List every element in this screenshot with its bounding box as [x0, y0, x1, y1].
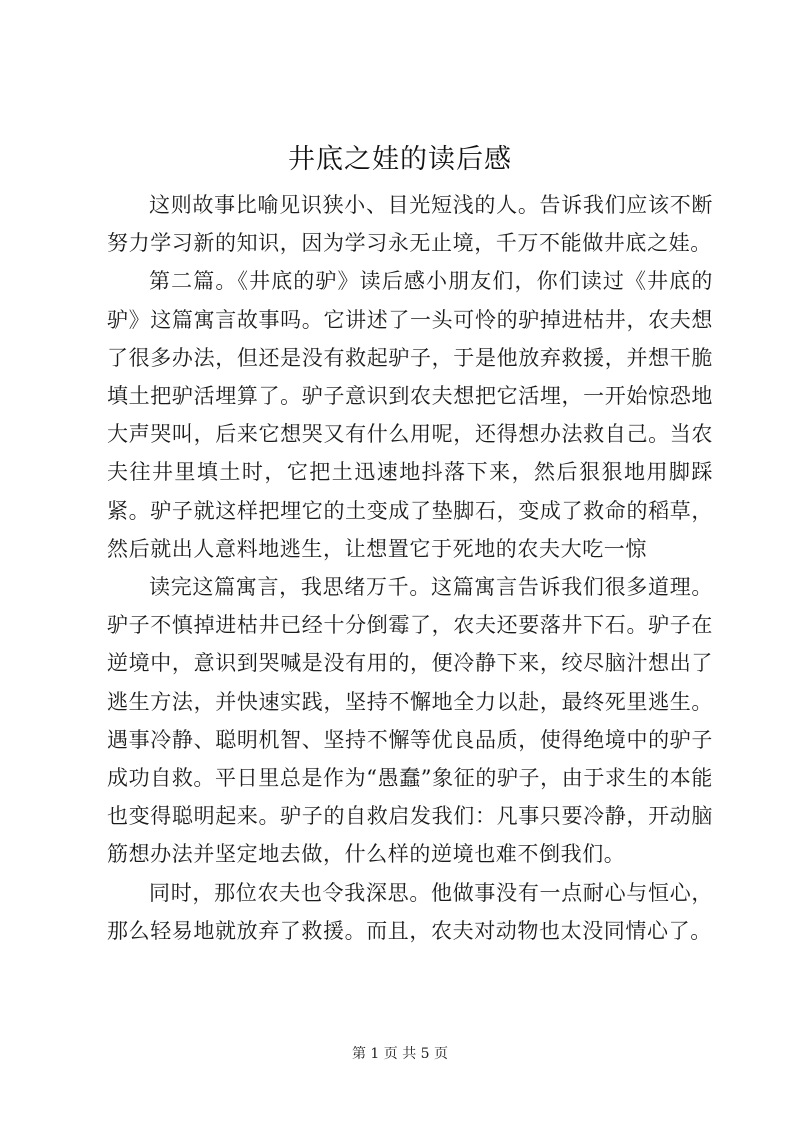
document-title: 井底之娃的读后感: [288, 144, 512, 175]
page-footer: 第 1 页 共 5 页: [351, 1046, 449, 1062]
paragraph-4: 同时，那位农夫也令我深思。他做事没有一点耐心与恒心，那么轻易地就放弃了救援。而且，农夫对动物也太没同情心了。: [107, 880, 713, 943]
paragraph-3: 读完这篇寓言，我思绪万千。这篇寓言告诉我们很多道理。驴子不慎掉进枯井已经十分倒霉了，农夫还要落井下石。驴子在逆境中，意识到哭喊是没有用的，便冷静下来，绞尽脑汁想出了逃生方法，并快速实践，坚持不懈地全力以赴，最终死里逃生。遇事冷静、聪明机智、坚持不懈等优良品质，使得绝境中的驴子成功自救。平日里总是作为“愚蠢”象征的驴子，由于求生的本能也变得聪明起来。驴子的自救启发我们：凡事只要冷静，开动脑筋想办法并坚定地去做，什么样的逆境也难不倒我们。: [107, 575, 713, 867]
document-body: [107, 186, 713, 950]
paragraph-1: 这则故事比喻见识狭小、目光短浅的人。告诉我们应该不断努力学习新的知识，因为学习永无止境，千万不能做井底之娃。: [107, 193, 713, 256]
paragraph-2: 第二篇。《井底的驴》读后感小朋友们，你们读过《井底的驴》这篇寓言故事吗。它讲述了一头可怜的驴掉进枯井，农夫想了很多办法，但还是没有救起驴子，于是他放弃救援，并想干脆填土把驴活埋算了。驴子意识到农夫想把它活埋，一开始惊恐地大声哭叫，后来它想哭又有什么用呢，还得想办法救自己。当农夫往井里填土时，它把土迅速地抖落下来，然后狠狠地用脚踩紧。驴子就这样把埋它的土变成了垫脚石，变成了救命的稻草，然后就出人意料地逃生，让想置它于死地的农夫大吃一惊: [107, 269, 713, 561]
